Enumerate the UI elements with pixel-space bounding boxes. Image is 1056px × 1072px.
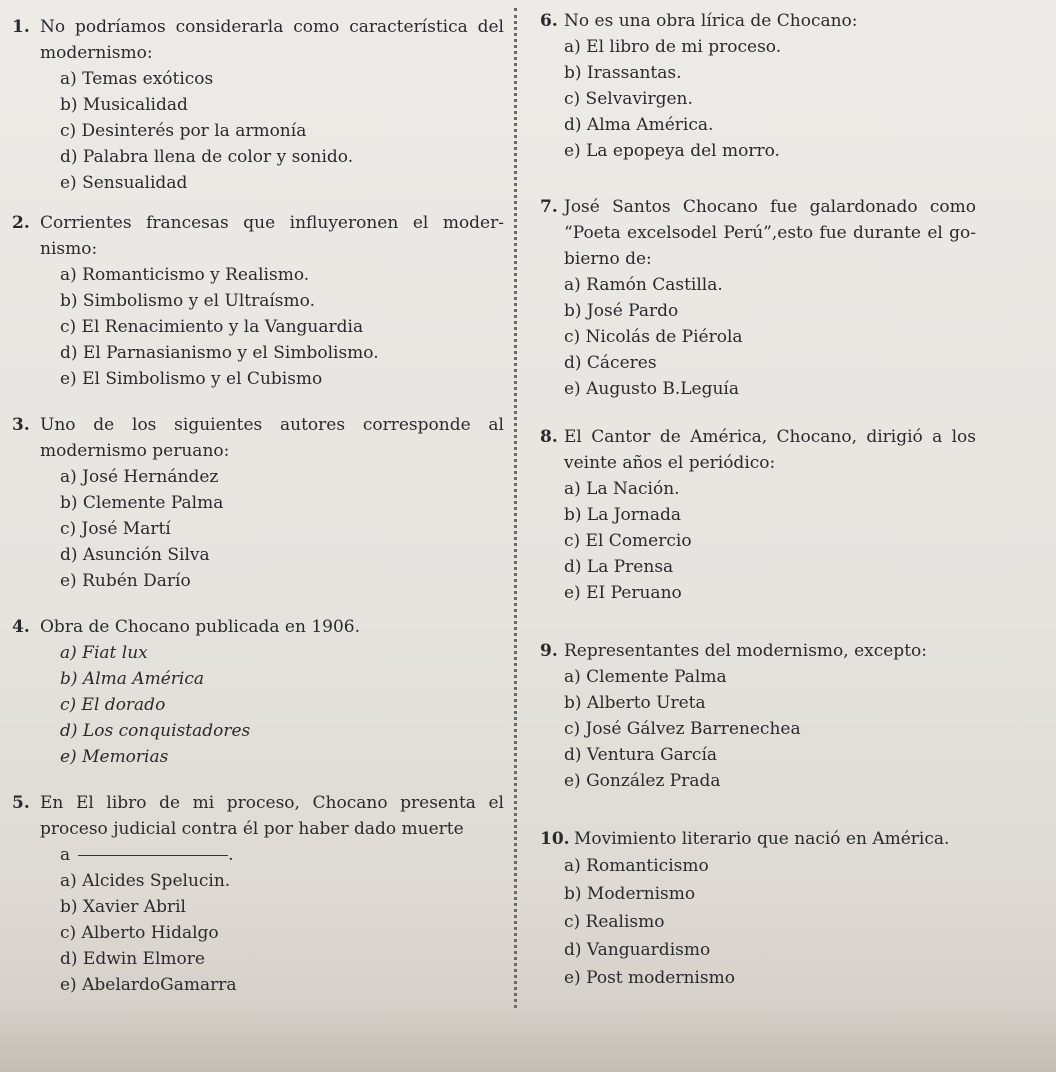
- option-d[interactable]: [12, 718, 504, 744]
- question-6: [540, 8, 976, 164]
- option-d[interactable]: d) La Prensa: [564, 557, 674, 577]
- column-divider: [514, 8, 517, 1008]
- question-number: 5.: [12, 793, 30, 813]
- question-stem: El Cantor de América, Chocano, dirigió a los veinte años el periódico:: [564, 427, 976, 473]
- question-number: 9.: [540, 641, 558, 661]
- blank-suffix: .: [228, 845, 234, 865]
- option-e[interactable]: [12, 744, 504, 770]
- option-a[interactable]: a) El libro de mi proceso.: [564, 37, 782, 57]
- question-9: [540, 638, 976, 794]
- option-list: [12, 868, 504, 998]
- option-e[interactable]: e) AbelardoGamarra: [60, 975, 237, 995]
- question-stem: No es una obra lírica de Chocano:: [564, 11, 858, 31]
- page-shadow: [0, 1002, 1056, 1072]
- option-d[interactable]: d) Palabra llena de color y sonido.: [60, 147, 354, 167]
- question-3: [12, 412, 504, 594]
- answer-blank[interactable]: [78, 855, 228, 856]
- option-b[interactable]: b) Clemente Palma: [60, 493, 224, 513]
- option-b[interactable]: b) Xavier Abril: [60, 897, 186, 917]
- question-stem: José Santos Chocano fue galardonado como “Poeta excelsodel Perú”,esto fue durante el go-bierno de:: [564, 197, 976, 269]
- option-list: [540, 476, 976, 606]
- option-a[interactable]: a) La Nación.: [564, 479, 680, 499]
- question-10: [540, 826, 976, 992]
- option-a[interactable]: a) Ramón Castilla.: [564, 275, 723, 295]
- fill-blank-line: [12, 842, 504, 868]
- option-e[interactable]: e) El Simbolismo y el Cubismo: [60, 369, 323, 389]
- option-list: [12, 66, 504, 196]
- option-b[interactable]: b) Alberto Ureta: [564, 693, 706, 713]
- option-e[interactable]: e) La epopeya del morro.: [564, 141, 780, 161]
- option-d[interactable]: d) Cáceres: [564, 353, 657, 373]
- question-number: 1.: [12, 17, 30, 37]
- option-c[interactable]: c) Desinterés por la armonía: [60, 121, 307, 141]
- option-c[interactable]: c) El Comercio: [564, 531, 692, 551]
- option-a[interactable]: [12, 640, 504, 666]
- option-a[interactable]: a) Clemente Palma: [564, 667, 727, 687]
- question-number: 6.: [540, 11, 558, 31]
- question-1: [12, 14, 504, 196]
- option-e[interactable]: e) EI Peruano: [564, 583, 682, 603]
- question-number: 7.: [540, 197, 558, 217]
- option-text: a) Fiat lux: [60, 643, 148, 663]
- option-d[interactable]: d) El Parnasianismo y el Simbolismo.: [60, 343, 379, 363]
- question-number: 3.: [12, 415, 30, 435]
- option-text: e) Memorias: [60, 747, 169, 767]
- question-number: 10.: [540, 829, 570, 849]
- option-c[interactable]: c) José Gálvez Barrenechea: [564, 719, 801, 739]
- question-5: [12, 790, 504, 998]
- option-text: d) Los conquistadores: [60, 721, 251, 741]
- option-d[interactable]: d) Edwin Elmore: [60, 949, 205, 969]
- question-number: 2.: [12, 213, 30, 233]
- option-d[interactable]: d) Ventura García: [564, 745, 718, 765]
- option-a[interactable]: a) Romanticismo: [564, 856, 709, 876]
- question-stem: Movimiento literario que nació en América.: [574, 829, 950, 849]
- blank-prefix: a: [60, 845, 71, 865]
- option-a[interactable]: a) Temas exóticos: [60, 69, 214, 89]
- option-c[interactable]: c) Nicolás de Piérola: [564, 327, 743, 347]
- option-c[interactable]: [12, 692, 504, 718]
- option-a[interactable]: a) Romanticismo y Realismo.: [60, 265, 310, 285]
- option-c[interactable]: c) Alberto Hidalgo: [60, 923, 219, 943]
- option-list: [540, 272, 976, 402]
- option-list: [540, 664, 976, 794]
- question-stem: En El libro de mi proceso, Chocano presenta el proceso judicial contra él por haber dado muerte: [40, 793, 504, 839]
- option-c[interactable]: c) José Martí: [60, 519, 171, 539]
- option-text: b) Alma América: [60, 669, 204, 689]
- question-2: [12, 210, 504, 392]
- question-number: 4.: [12, 617, 30, 637]
- option-c[interactable]: c) Selvavirgen.: [564, 89, 693, 109]
- question-4: [12, 614, 504, 770]
- option-e[interactable]: e) Sensualidad: [60, 173, 188, 193]
- option-b[interactable]: b) Musicalidad: [60, 95, 188, 115]
- option-d[interactable]: d) Alma América.: [564, 115, 714, 135]
- question-stem: Obra de Chocano publicada en 1906.: [40, 617, 361, 637]
- option-b[interactable]: b) José Pardo: [564, 301, 679, 321]
- option-e[interactable]: e) Post modernismo: [564, 968, 735, 988]
- option-c[interactable]: c) Realismo: [564, 912, 665, 932]
- option-e[interactable]: e) Augusto B.Leguía: [564, 379, 739, 399]
- option-a[interactable]: a) José Hernández: [60, 467, 219, 487]
- question-7: [540, 194, 976, 402]
- option-list: [12, 464, 504, 594]
- option-text: c) El dorado: [60, 695, 166, 715]
- option-list: [540, 34, 976, 164]
- option-d[interactable]: d) Asunción Silva: [60, 545, 210, 565]
- option-list: [12, 640, 504, 770]
- option-a[interactable]: a) Alcides Spelucin.: [60, 871, 231, 891]
- option-b[interactable]: b) Simbolismo y el Ultraísmo.: [60, 291, 315, 311]
- option-b[interactable]: [12, 666, 504, 692]
- question-stem: No podríamos considerarla como característica del modernismo:: [40, 17, 504, 63]
- question-stem: Uno de los siguientes autores corresponde al modernismo peruano:: [40, 415, 504, 461]
- option-d[interactable]: d) Vanguardismo: [564, 940, 711, 960]
- question-stem: Representantes del modernismo, excepto:: [564, 641, 927, 661]
- option-b[interactable]: b) La Jornada: [564, 505, 682, 525]
- option-b[interactable]: b) Irassantas.: [564, 63, 682, 83]
- question-stem: Corrientes francesas que influyeronen el moder-nismo:: [40, 213, 504, 259]
- option-list: [12, 262, 504, 392]
- option-e[interactable]: e) Rubén Darío: [60, 571, 191, 591]
- question-8: [540, 424, 976, 606]
- option-e[interactable]: e) González Prada: [564, 771, 721, 791]
- option-list: [540, 852, 976, 992]
- option-b[interactable]: b) Modernismo: [564, 884, 696, 904]
- option-c[interactable]: c) El Renacimiento y la Vanguardia: [60, 317, 364, 337]
- question-number: 8.: [540, 427, 558, 447]
